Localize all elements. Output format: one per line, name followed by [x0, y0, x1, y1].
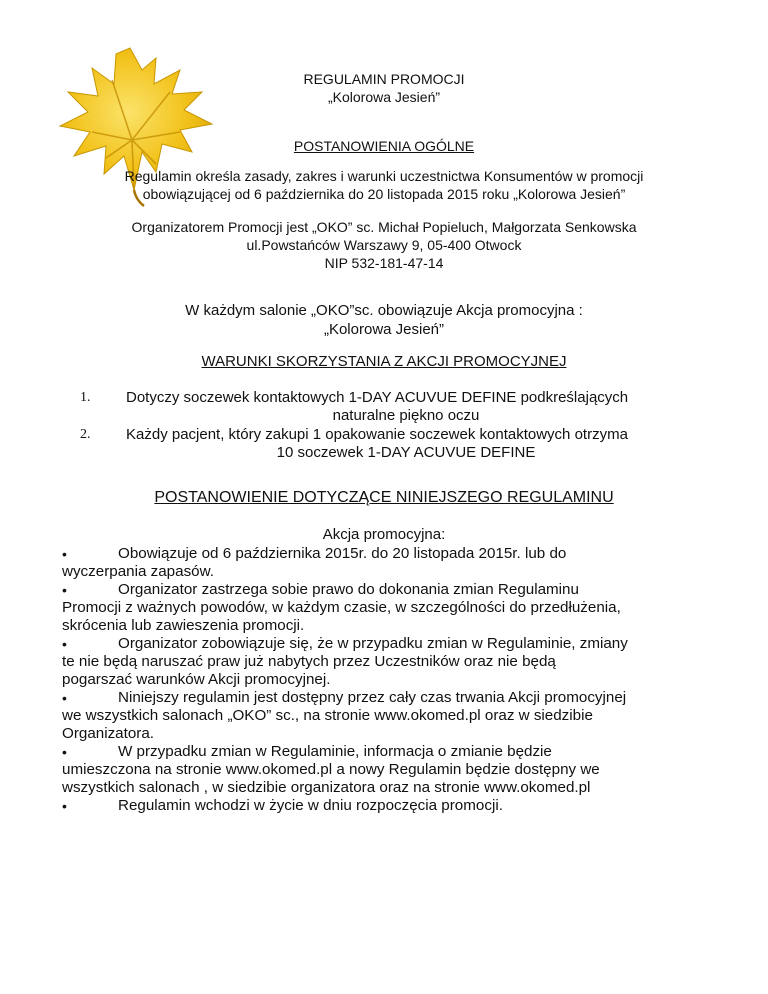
scope-line-1: Regulamin określa zasady, zakres i warunki uczestnictwa Konsumentów w promocji — [124, 168, 644, 184]
bullet-marker: • — [62, 546, 67, 562]
bullet-3-line-3: pogarszać warunków Akcji promocyjnej. — [62, 671, 331, 688]
bullet-2-line-2: Promocji z ważnych powodów, w każdym czasie, w szczególności do przedłużenia, — [62, 599, 621, 616]
condition-2-number: 2. — [80, 427, 91, 442]
general-heading-text: POSTANOWIENIA OGÓLNE — [293, 138, 475, 154]
condition-1-line-1: Dotyczy soczewek kontaktowych 1-DAY ACUVUE DEFINE podkreślających — [126, 389, 629, 406]
organizer-address: ul.Powstańców Warszawy 9, 05-400 Otwock — [246, 237, 522, 253]
bullet-4-line-2: we wszystkich salonach „OKO” sc., na stronie www.okomed.pl oraz w siedzibie — [62, 707, 593, 724]
condition-2-line-2: 10 soczewek 1-DAY ACUVUE DEFINE — [276, 444, 536, 461]
condition-2-line-1: Każdy pacjent, który zakupi 1 opakowanie soczewek kontaktowych otrzyma — [126, 426, 628, 443]
rules-intro: Akcja promocyjna: — [322, 526, 446, 543]
condition-1-number: 1. — [80, 390, 91, 405]
bullet-1-line-2: wyczerpania zapasów. — [62, 563, 214, 580]
announcement-line-1: W każdym salonie „OKO”sc. obowiązuje Akcja promocyjna : — [185, 302, 583, 319]
promotion-name: „Kolorowa Jesień” — [327, 89, 441, 105]
bullet-5-line-2: umieszczona na stronie www.okomed.pl a nowy Regulamin będzie dostępny we — [62, 761, 600, 778]
bullet-marker: • — [62, 744, 67, 760]
bullet-5-line-1: W przypadku zmian w Regulaminie, informacja o zmianie będzie — [118, 743, 552, 760]
conditions-heading — [0, 353, 768, 371]
condition-1-line-2: naturalne piękno oczu — [332, 407, 480, 424]
organizer-nip: NIP 532-181-47-14 — [324, 255, 444, 271]
bullet-3-line-1: Organizator zobowiązuje się, że w przypadku zmian w Regulaminie, zmiany — [118, 635, 628, 652]
bullet-marker: • — [62, 798, 67, 814]
bullet-3-line-2: te nie będą naruszać praw już nabytych przez Uczestników oraz nie będą — [62, 653, 556, 670]
bullet-1-line-1: Obowiązuje od 6 października 2015r. do 20 listopada 2015r. lub do — [118, 545, 567, 562]
general-provisions-heading — [0, 138, 768, 155]
bullet-2-line-1: Organizator zastrzega sobie prawo do dokonania zmian Regulaminu — [118, 581, 579, 598]
bullet-5-line-3: wszystkich salonach , w siedzibie organizatora oraz na stronie www.okomed.pl — [62, 779, 591, 796]
bullet-6-line-1: Regulamin wchodzi w życie w dniu rozpoczęcia promocji. — [118, 797, 503, 814]
announcement-line-2: „Kolorowa Jesień” — [323, 321, 445, 338]
bullet-marker: • — [62, 636, 67, 652]
bullet-marker: • — [62, 690, 67, 706]
bullet-2-line-3: skrócenia lub zawieszenia promocji. — [62, 617, 305, 634]
bullet-4-line-3: Organizatora. — [62, 725, 155, 742]
rules-heading-text: POSTANOWIENIE DOTYCZĄCE NINIEJSZEGO REGULAMINU — [154, 489, 614, 506]
rules-heading — [0, 488, 768, 507]
conditions-heading-text: WARUNKI SKORZYSTANIA Z AKCJI PROMOCYJNEJ — [201, 353, 567, 370]
organizer-line-1: Organizatorem Promocji jest „OKO” sc. Michał Popieluch, Małgorzata Senkowska — [131, 219, 637, 235]
scope-line-2: obowiązującej od 6 października do 20 listopada 2015 roku „Kolorowa Jesień” — [142, 186, 626, 202]
document-title: REGULAMIN PROMOCJI — [303, 71, 465, 87]
bullet-4-line-1: Niniejszy regulamin jest dostępny przez cały czas trwania Akcji promocyjnej — [118, 689, 627, 706]
bullet-marker: • — [62, 582, 67, 598]
